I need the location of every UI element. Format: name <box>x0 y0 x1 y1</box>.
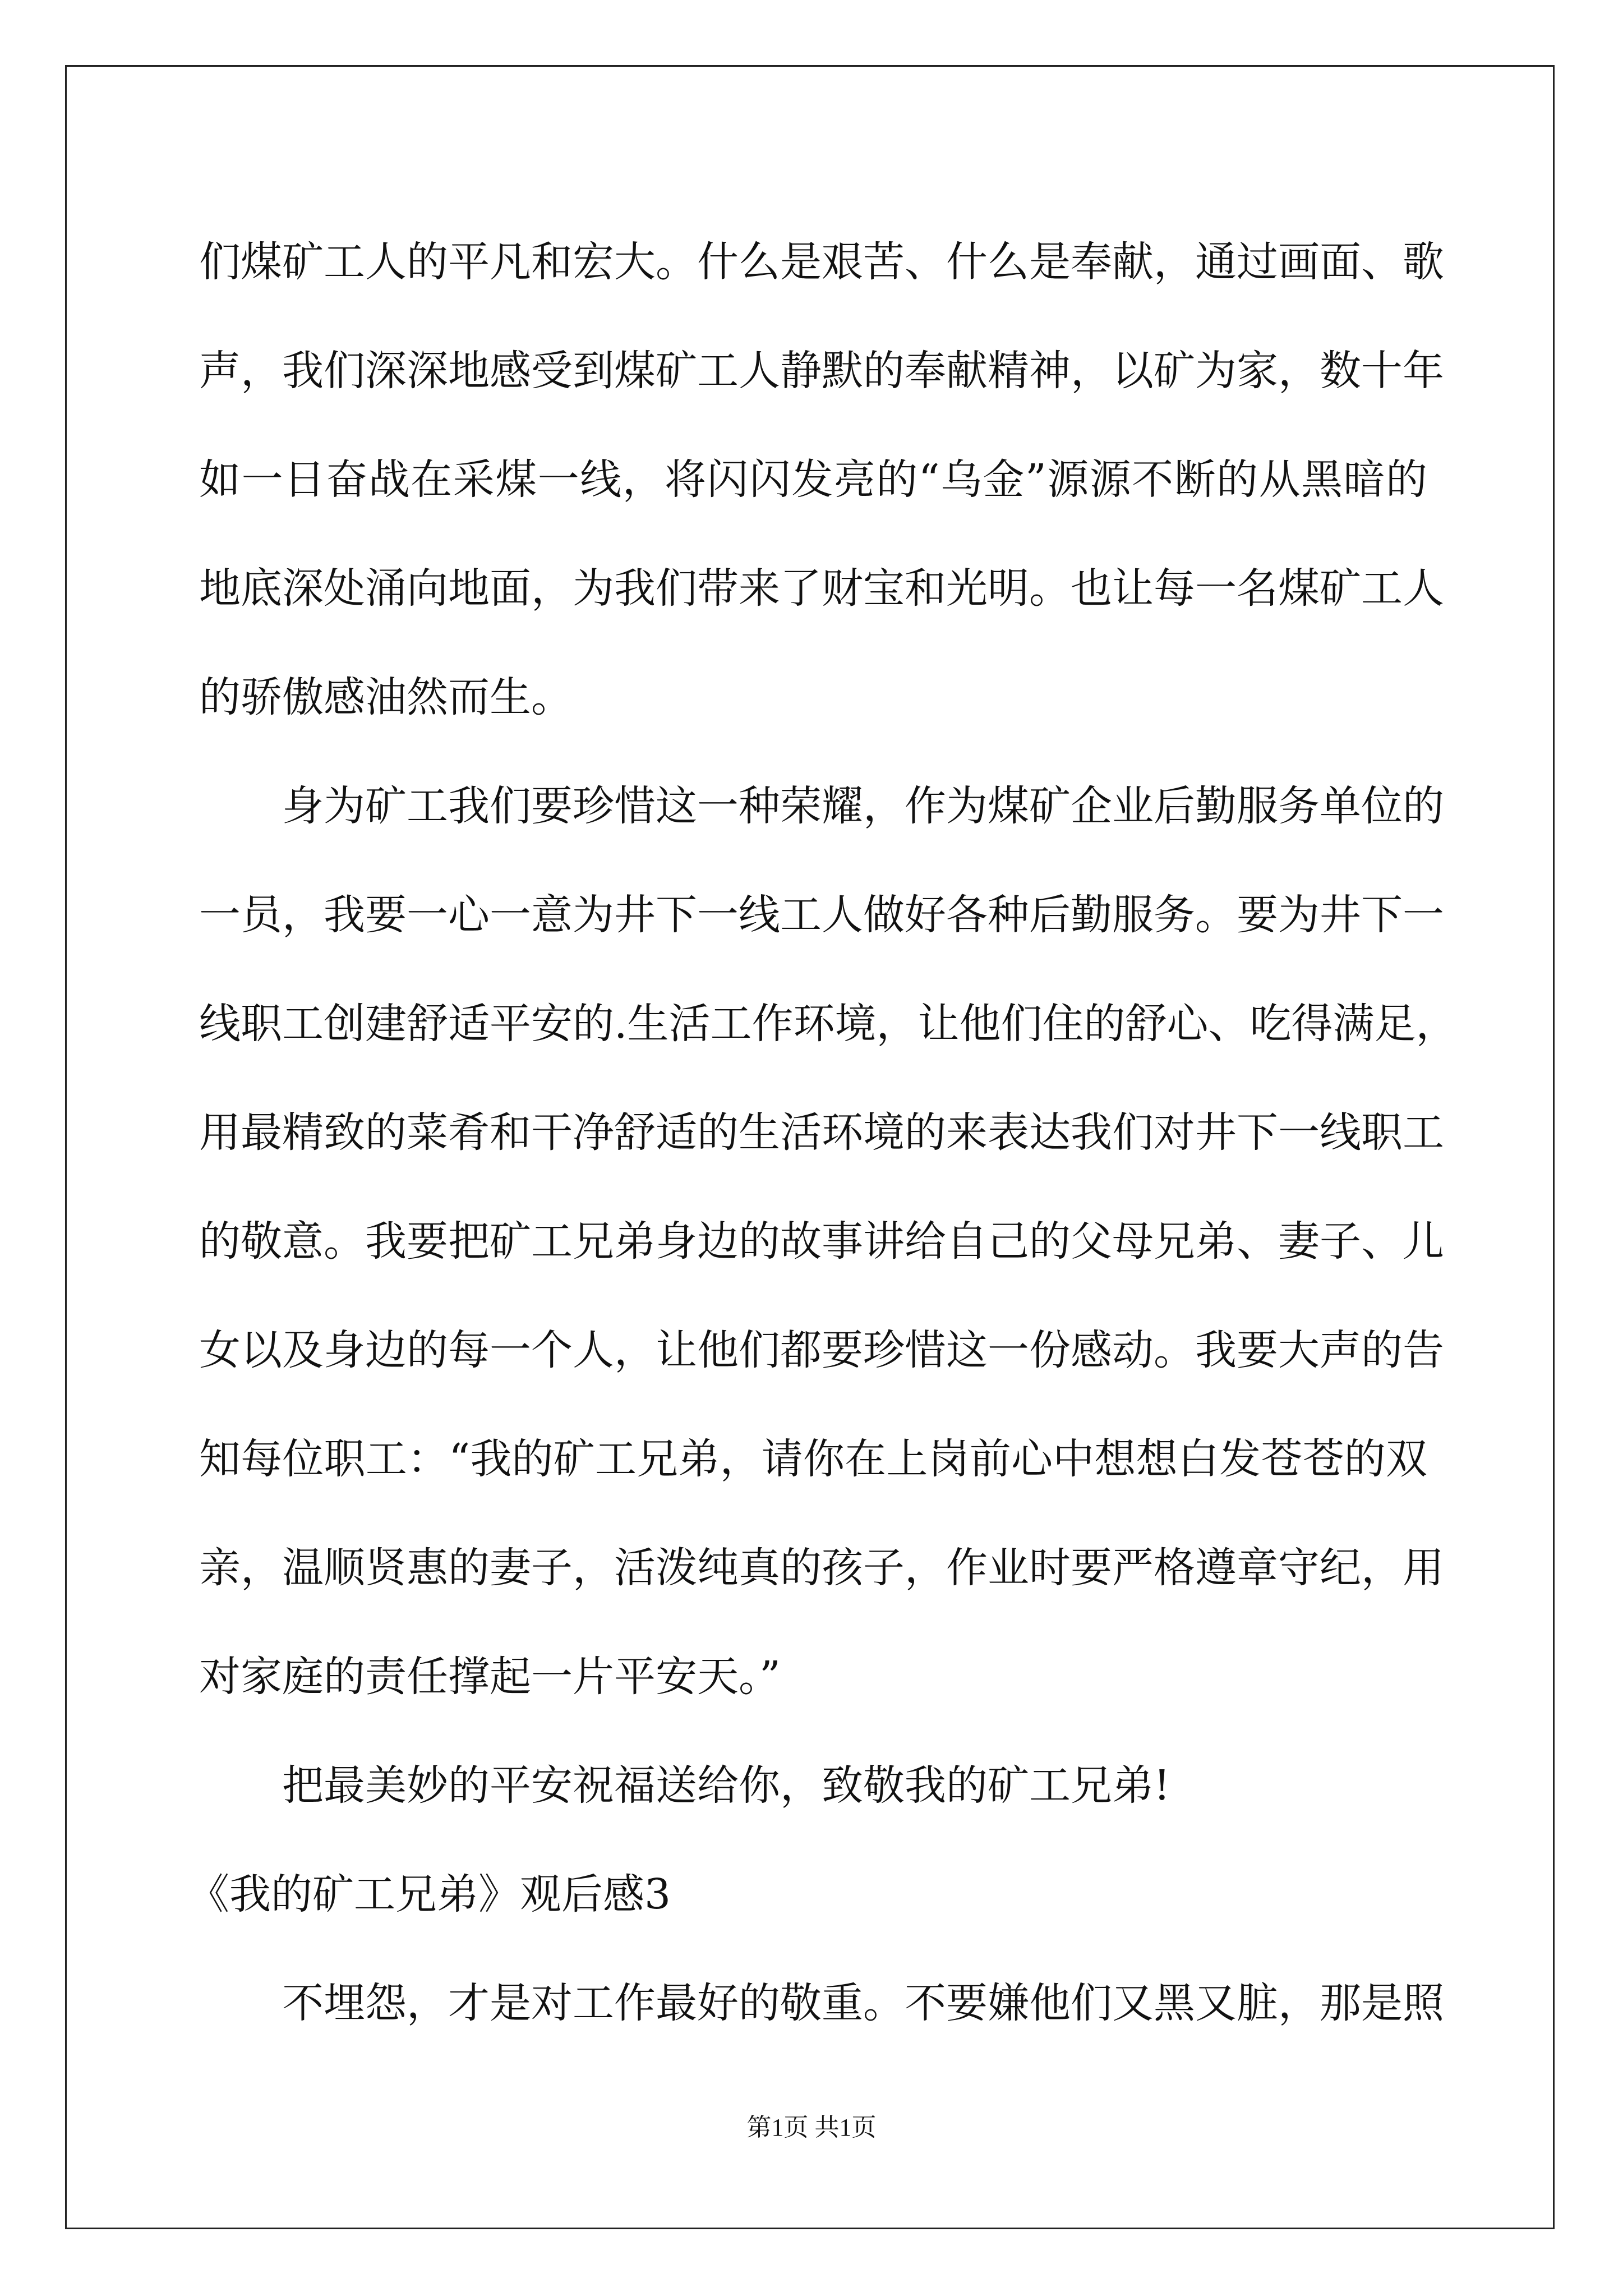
text-line: 对家庭的责任撑起一片平安天。” <box>199 1653 781 1701</box>
text-line: 一员，我要一心一意为井下一线工人做好各种后勤服务。要为井下一 <box>199 891 1444 939</box>
text-line: 的骄傲感油然而生。 <box>199 673 573 721</box>
text-line: 们煤矿工人的平凡和宏大。什么是艰苦、什么是奉献，通过画面、歌 <box>199 238 1444 286</box>
text-line: 知每位职工：“我的矿工兄弟，请你在上岗前心中想想白发苍苍的双 <box>199 1435 1427 1483</box>
text-line: 的敬意。我要把矿工兄弟身边的故事讲给自己的父母兄弟、妻子、儿 <box>199 1217 1444 1266</box>
text-line: 如一日奋战在采煤一线，将闪闪发亮的“乌金”源源不断的从黑暗的 <box>199 455 1427 504</box>
text-line: 把最美妙的平安祝福送给你，致敬我的矿工兄弟! <box>282 1761 1170 1810</box>
text-line: 地底深处涌向地面，为我们带来了财宝和光明。也让每一名煤矿工人 <box>199 564 1444 613</box>
paragraph-3 <box>199 1731 1427 1840</box>
text-line: 不埋怨，才是对工作最好的敬重。不要嫌他们又黑又脏，那是照 <box>282 1979 1444 2027</box>
page-footer: 第1页 共1页 <box>746 2114 877 2141</box>
text-line: 亲，温顺贤惠的妻子，活泼纯真的孩子，作业时要严格遵章守纪，用 <box>199 1544 1444 1592</box>
text-line: 身为矿工我们要珍惜这一种荣耀，作为煤矿企业后勤服务单位的 <box>282 782 1444 830</box>
paragraph-2 <box>199 752 1458 1731</box>
paragraph-1 <box>199 208 1444 752</box>
text-line: 用最精致的菜肴和干净舒适的生活环境的来表达我们对井下一线职工 <box>199 1108 1444 1157</box>
text-line: 声，我们深深地感受到煤矿工人静默的奉献精神，以矿为家，数十年 <box>199 347 1444 395</box>
text-line: 线职工创建舒适平安的.生活工作环境，让他们住的舒心、吃得满足， <box>199 1000 1458 1048</box>
paragraph-4 <box>199 1949 1444 2058</box>
document-body <box>188 208 1458 2058</box>
section-heading: 《我的矿工兄弟》观后感3 <box>188 1870 671 1918</box>
text-line: 女以及身边的每一个人，让他们都要珍惜这一份感动。我要大声的告 <box>199 1326 1444 1374</box>
